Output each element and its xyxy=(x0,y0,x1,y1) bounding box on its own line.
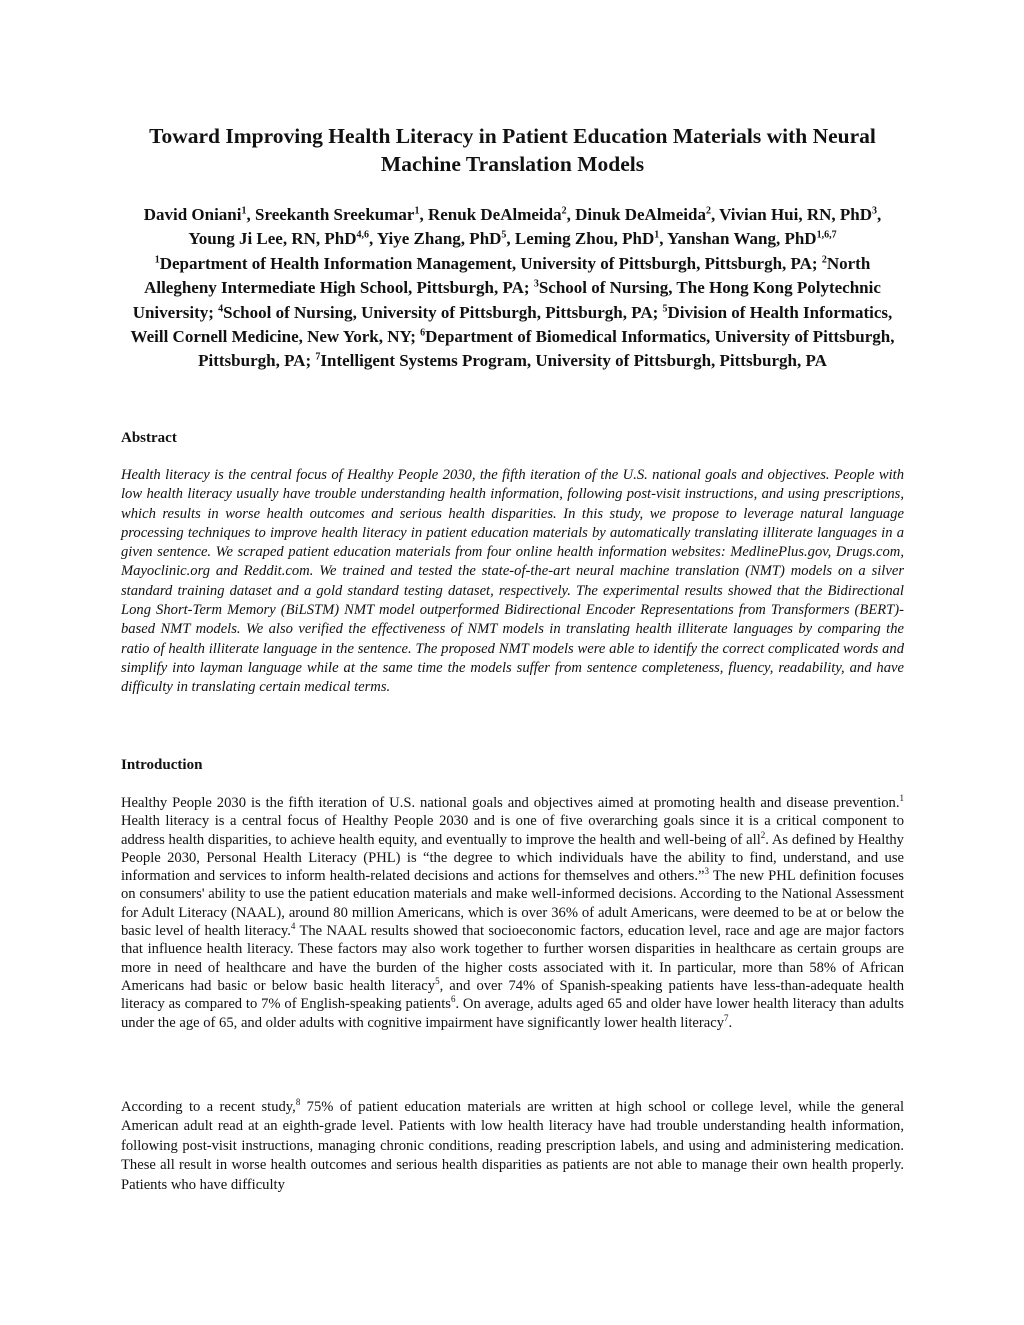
abstract-text: Health literacy is the central focus of Healthy People 2030, the fifth iteration of the U.S. national goals and objectives. People with low health literacy usually have trouble understanding health information, following post-visit instructions, and using prescriptions, which results in worse health outcomes and serious health disparities. In this study, we propose to leverage natural language processing techniques to improve health literacy in patient education materials by automatically translating illiterate languages in a given sentence. We scraped patient education materials from four online health information websites: MedlinePlus.gov, Drugs.com, Mayoclinic.org and Reddit.com. We trained and tested the state-of-the-art neural machine translation (NMT) models on a silver standard training dataset and a gold standard testing dataset, respectively. The experimental results showed that the Bidirectional Long Short-Term Memory (BiLSTM) NMT model outperformed Bidirectional Encoder Representations from Transformers (BERT)-based NMT models. We also verified the effectiveness of NMT models in translating health illiterate languages by comparing the ratio of health illiterate language in the sentence. The proposed NMT models were able to identify the correct complicated words and simplify into layman language while at the same time the models suffer from sentence completeness, fluency, readability, and have difficulty in translating certain medical terms. xyxy=(121,467,904,696)
author-name: Yanshan Wang, PhD xyxy=(667,229,817,249)
author-affiliation-mark: 4,6 xyxy=(356,229,370,241)
author-affiliation-mark: 5 xyxy=(501,229,507,241)
text-run: . On average, adults aged 65 and older have lower health literacy than adults under the age of 65, and older adults with cognitive impairment have significantly lower health literacy xyxy=(121,996,904,1031)
text-run: . xyxy=(728,1014,733,1031)
author-name: Leming Zhou, PhD xyxy=(514,229,655,249)
affiliation-number: 1 xyxy=(154,254,160,266)
text-run: The new PHL definition focuses on consumers' ability to use the patient education materials and make well-informed decisions. According to the National Assessment for Adult Literacy (NAAL), around 80 million Americans, which is over 36% of adult Americans, were deemed to be at or below the basic level of health literacy. xyxy=(121,868,904,940)
paper-title: Toward Improving Health Literacy in Patient Education Materials with Neural Machine Translation Models xyxy=(149,124,876,176)
author-name: Yiye Zhang, PhD xyxy=(376,229,502,249)
affiliation-number: 2 xyxy=(821,254,827,266)
affiliation-text: Department of Biomedical Informatics, University of Pittsburgh, Pittsburgh, PA; xyxy=(198,327,895,371)
introduction-heading: Introduction xyxy=(121,757,203,773)
author-affiliation-mark: 1 xyxy=(414,205,420,217)
author-list: David Oniani$^1$, Sreekanth Sreekumar$^1$, Renuk DeAlmeida$^2$, Dinuk DeAlmeida$^2$, Vivian Hui, RN, PhD$^3$, Young Ji Lee, RN, PhD$^{4,6}$, Yiye Zhang, PhD$^5$, Leming Zhou, PhD$^1$, Yanshan Wang, PhD$^{1,6,7}$ xyxy=(143,205,882,249)
author-affiliation-mark: 1,6,7 xyxy=(816,229,837,241)
citation-mark: 2 xyxy=(760,829,766,840)
author-affiliation-mark: 1 xyxy=(241,205,247,217)
text-run: The NAAL results showed that socioeconomic factors, education level, race and age are major factors that influence health literacy. These factors may also work together to further worsen disparities in healthcare as certain groups are more in need of healthcare and have the burden of the higher costs associated with it. In particular, more than 58% of African Americans had basic or below basic health literacy xyxy=(121,923,904,994)
text-run: 75% of patient education materials are written at high school or college level, while the general American adult read at an eighth-grade level. Patients with low health literacy have had trouble understanding health information, following post-visit instructions, managing chronic conditions, reading prescription labels, and using and administering medication. These all result in worse health outcomes and serious health disparities as patients are not able to manage their own health properly. Patients who have difficulty xyxy=(121,1099,904,1193)
affiliation-number: 4 xyxy=(218,302,224,314)
affiliation-list xyxy=(121,252,904,374)
affiliation-text: Division of Health Informatics, Weill Cornell Medicine, New York, NY; xyxy=(130,302,893,347)
affiliation-text: Department of Health Information Management, University of Pittsburgh, Pittsburgh, PA; xyxy=(159,253,818,273)
author-affiliation-mark: 3 xyxy=(872,205,878,217)
author-affiliation-mark: 2 xyxy=(705,205,711,217)
affiliation-number: 5 xyxy=(662,302,668,314)
author-name: Vivian Hui, RN, PhD xyxy=(719,205,873,224)
citation-mark: 4 xyxy=(290,921,296,932)
author-affiliation-mark: 2 xyxy=(561,205,567,217)
text-run: . As defined by Healthy People 2030, Personal Health Literacy (PHL) is “the degree to which individuals have the ability to find, understand, and use information and services to inform health-related decisions and actions for themselves and others.” xyxy=(121,831,904,885)
text-run: Health literacy is a central focus of Healthy People 2030 and is one of five overarching goals since it is a critical component to address health disparities, to achieve health equity, and eventually to improve the health and well-being of all xyxy=(121,813,904,848)
author-name: Dinuk DeAlmeida xyxy=(575,205,706,224)
citation-mark: 5 xyxy=(435,976,440,987)
author-name: Renuk DeAlmeida xyxy=(427,205,562,224)
text-run: Healthy People 2030 is the fifth iteration of U.S. national goals and objectives aimed at promoting health and disease prevention. xyxy=(121,795,900,811)
text-run: , and over 74% of Spanish-speaking patients have less-than-adequate health literacy as compared to 7% of English-speaking patients xyxy=(121,977,904,1013)
citation-mark: 1 xyxy=(899,793,904,804)
text-run: According to a recent study, xyxy=(121,1099,296,1115)
citation-mark: 7 xyxy=(724,1012,729,1023)
author-name: David Oniani xyxy=(143,205,242,224)
abstract-heading: Abstract xyxy=(121,430,177,446)
author-affiliation-mark: 1 xyxy=(654,229,660,241)
affiliation-text: North Allegheny Intermediate High School, Pittsburgh, PA; xyxy=(144,253,871,298)
intro-paragraph-1 xyxy=(121,794,904,1032)
affiliation-number: 3 xyxy=(533,278,539,290)
citation-mark: 8 xyxy=(295,1097,301,1108)
affiliation-number: 6 xyxy=(420,327,426,339)
authors-block xyxy=(121,203,904,374)
citation-mark: 3 xyxy=(704,866,709,877)
intro-paragraph-2 xyxy=(121,1098,904,1195)
citation-mark: 6 xyxy=(450,994,456,1005)
author-name: Young Ji Lee, RN, PhD xyxy=(188,229,357,249)
author-name: Sreekanth Sreekumar xyxy=(255,205,415,224)
affiliation-number: 7 xyxy=(315,351,321,363)
affiliation-text: School of Nursing, University of Pittsburgh, Pittsburgh, PA; xyxy=(223,302,659,322)
affiliation-text: School of Nursing, The Hong Kong Polytechnic University; xyxy=(132,278,881,322)
affiliation-text: Intelligent Systems Program, University of Pittsburgh, Pittsburgh, PA xyxy=(320,351,827,371)
